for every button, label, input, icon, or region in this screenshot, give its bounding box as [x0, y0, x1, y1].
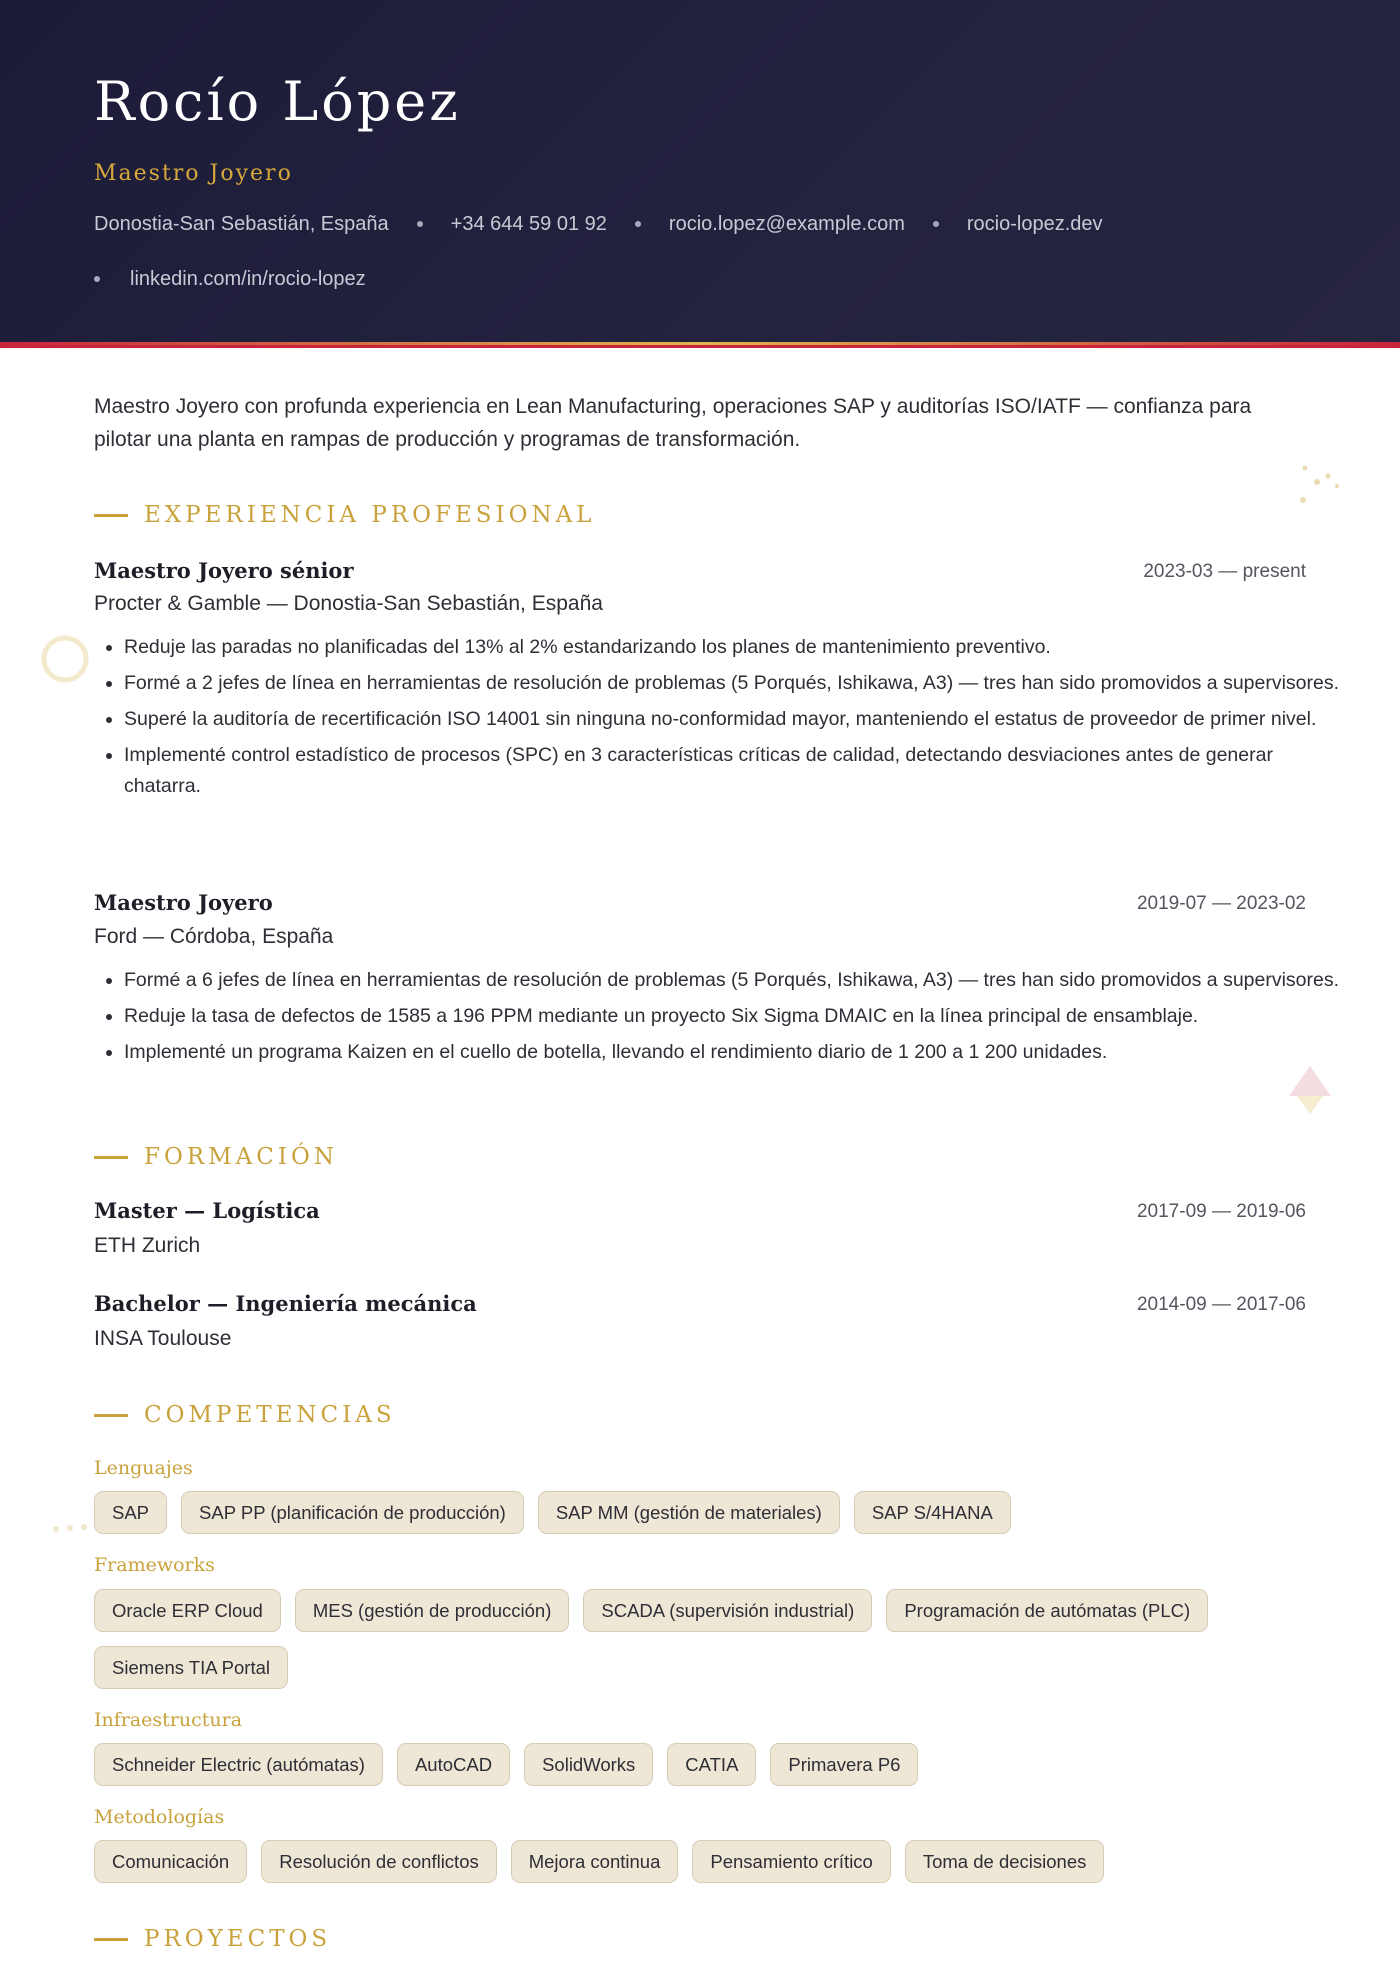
skill-chips	[94, 1743, 1334, 1800]
decorative-dots-icon	[1295, 460, 1345, 510]
header-accent-line	[0, 342, 1400, 345]
section-bar	[94, 1156, 128, 1159]
contact-location: Donostia-San Sebastián, España	[94, 213, 389, 235]
contact-linkedin[interactable]: linkedin.com/in/rocio-lopez	[130, 268, 366, 290]
separator-dot	[635, 221, 641, 227]
skill-chips	[94, 1491, 1334, 1548]
list-item: • Reduje las paradas no planificadas del 13% al 2% estandarizando los planes de mantenimiento preventivo.	[124, 632, 1344, 663]
skill-chip: Pensamiento crítico	[692, 1840, 890, 1883]
list-item: • Implementé control estadístico de procesos (SPC) en 3 características críticas de calidad, detectando desviaciones antes de generar chatarra.	[124, 740, 1344, 802]
contact-website[interactable]: rocio-lopez.dev	[966, 213, 1103, 235]
education-title: Bachelor — Ingeniería mecánica	[94, 1291, 477, 1316]
skill-chip: SolidWorks	[524, 1743, 653, 1786]
skill-group-label: Lenguajes	[94, 1457, 193, 1479]
job-dates: 2023-03 — present	[1143, 561, 1306, 582]
resume-header	[0, 0, 1400, 348]
skill-group-label: Metodologías	[94, 1806, 225, 1828]
skill-chip: Schneider Electric (autómatas)	[94, 1743, 383, 1786]
section-bar	[94, 1414, 128, 1417]
list-item: • Implementé un programa Kaizen en el cuello de botella, llevando el rendimiento diario de 1 200 a 1 200 unidades.	[124, 1037, 1344, 1068]
candidate-role: Maestro Joyero	[94, 161, 293, 186]
skill-chip: CATIA	[667, 1743, 756, 1786]
education-dates: 2017-09 — 2019-06	[1136, 1201, 1306, 1222]
contact-row	[94, 265, 1294, 293]
skill-chip: Programación de autómatas (PLC)	[886, 1589, 1208, 1632]
job-title: Maestro Joyero	[94, 890, 273, 915]
section-label: EXPERIENCIA PROFESIONAL	[144, 502, 596, 528]
job-bullets	[94, 965, 1344, 1073]
education-school: INSA Toulouse	[94, 1327, 232, 1350]
section-label: FORMACIÓN	[144, 1144, 338, 1170]
skill-chip: Resolución de conflictos	[261, 1840, 497, 1883]
list-item: • Reduje la tasa de defectos de 1585 a 196 PPM mediante un proyecto Six Sigma DMAIC en la línea principal de ensamblaje.	[124, 1001, 1344, 1032]
contact-row	[94, 210, 1294, 238]
skill-chip: AutoCAD	[397, 1743, 510, 1786]
skill-chip: Oracle ERP Cloud	[94, 1589, 281, 1632]
skill-group-label: Frameworks	[94, 1554, 215, 1576]
section-label: COMPETENCIAS	[144, 1402, 396, 1428]
job-dates: 2019-07 — 2023-02	[1136, 893, 1306, 914]
separator-dot	[417, 221, 423, 227]
skill-chip: Primavera P6	[770, 1743, 918, 1786]
contact-phone[interactable]: +34 644 59 01 92	[450, 213, 607, 235]
list-item: • Formé a 2 jefes de línea en herramientas de resolución de problemas (5 Porqués, Ishikawa, A3) — tres han sido promovidos a supervisores.	[124, 668, 1344, 699]
job-company: Procter & Gamble — Donostia-San Sebastián, España	[94, 592, 603, 615]
candidate-name: Rocío López	[94, 70, 461, 133]
section-title-projects	[94, 1926, 331, 1952]
skill-chip: SAP S/4HANA	[854, 1491, 1011, 1534]
section-bar	[94, 514, 128, 517]
skill-chip: SAP MM (gestión de materiales)	[538, 1491, 840, 1534]
skill-chips	[94, 1589, 1334, 1703]
job-bullets	[94, 632, 1344, 807]
job-company: Ford — Córdoba, España	[94, 925, 334, 948]
skill-chip: SAP	[94, 1491, 167, 1534]
education-title: Master — Logística	[94, 1198, 320, 1223]
separator-dot	[94, 276, 100, 282]
list-item: • Formé a 6 jefes de línea en herramientas de resolución de problemas (5 Porqués, Ishikawa, A3) — tres han sido promovidos a supervisores.	[124, 965, 1344, 996]
skill-chip: SAP PP (planificación de producción)	[181, 1491, 524, 1534]
education-dates: 2014-09 — 2017-06	[1136, 1294, 1306, 1315]
skill-chip: Siemens TIA Portal	[94, 1646, 288, 1689]
job-title: Maestro Joyero sénior	[94, 558, 354, 583]
list-item: • Superé la auditoría de recertificación ISO 14001 sin ninguna no-conformidad mayor, manteniendo el estatus de proveedor de primer nivel.	[124, 704, 1344, 735]
skill-chip: Mejora continua	[511, 1840, 679, 1883]
education-school: ETH Zurich	[94, 1234, 201, 1257]
section-title-experience	[94, 502, 595, 528]
summary-text: Maestro Joyero con profunda experiencia en Lean Manufacturing, operaciones SAP y auditorías ISO/IATF — confianza para pilotar una planta en rampas de producción y programas de transformación.	[94, 395, 1252, 451]
decorative-dots-icon	[50, 1522, 94, 1536]
decorative-ring-icon	[38, 632, 92, 686]
skill-chip: Toma de decisiones	[905, 1840, 1105, 1883]
skill-chip: MES (gestión de producción)	[295, 1589, 570, 1632]
skill-chips	[94, 1840, 1334, 1897]
skill-chip: Comunicación	[94, 1840, 247, 1883]
separator-dot	[933, 221, 939, 227]
contact-list	[94, 210, 1294, 293]
skill-group-label: Infraestructura	[94, 1709, 243, 1731]
section-title-skills	[94, 1402, 396, 1428]
section-label: PROYECTOS	[144, 1926, 332, 1952]
section-bar	[94, 1938, 128, 1941]
skill-chip: SCADA (supervisión industrial)	[583, 1589, 872, 1632]
section-title-education	[94, 1144, 338, 1170]
contact-email[interactable]: rocio.lopez@example.com	[668, 213, 905, 235]
